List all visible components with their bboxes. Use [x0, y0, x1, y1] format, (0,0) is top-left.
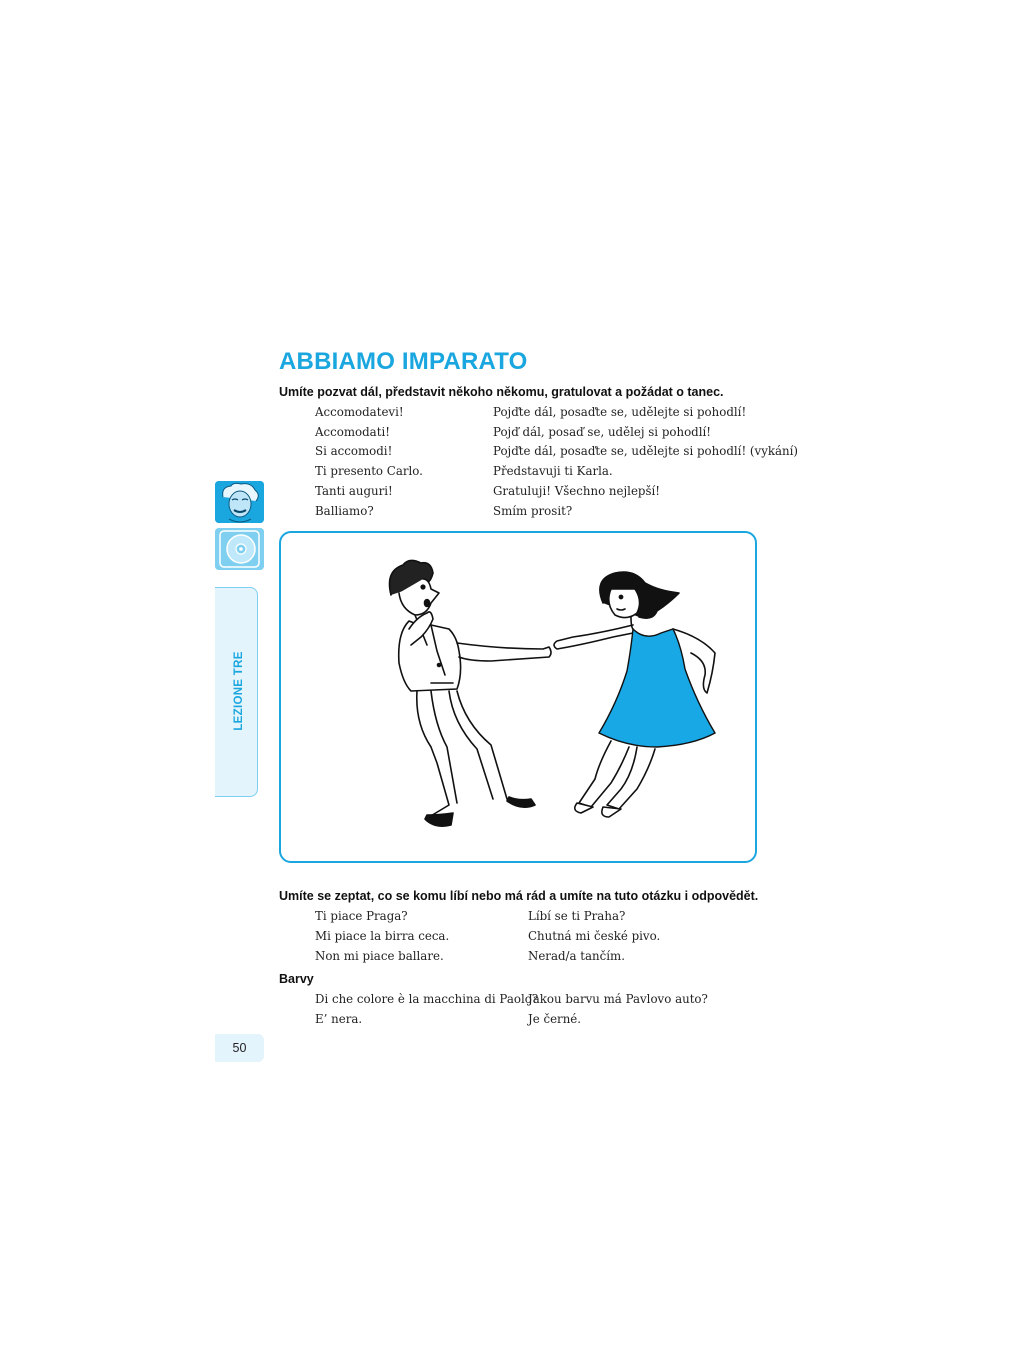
phrase-czech: Pojďte dál, posaďte se, udělejte si pohodlí! (vykání) [493, 444, 799, 458]
phrase-czech: Smím prosit? [493, 504, 573, 518]
phrase-italian: Tanti auguri! [315, 484, 393, 498]
phrase-czech: Gratuluji! Všechno nejlepší! [493, 484, 661, 498]
section-subtitle-invitations: Umíte pozvat dál, představit někoho někomu, gratulovat a požádat o tanec. [279, 385, 724, 399]
phrase-italian: Si accomodi! [315, 444, 393, 458]
page-number: 50 [215, 1034, 264, 1062]
phrase-italian: Mi piace la birra ceca. [315, 929, 450, 943]
phrase-italian: Accomodati! [315, 425, 390, 439]
phrase-italian: Balliamo? [315, 504, 374, 518]
einstein-portrait-icon [215, 481, 264, 523]
phrase-czech: Pojď dál, posaď se, udělej si pohodlí! [493, 425, 712, 439]
phrase-italian: E’ nera. [315, 1012, 363, 1026]
phrase-czech: Pojďte dál, posaďte se, udělejte si pohodlí! [493, 405, 747, 419]
phrase-czech: Je černé. [528, 1012, 582, 1026]
phrase-czech: Líbí se ti Praha? [528, 909, 626, 923]
phrase-italian: Ti piace Praga? [315, 909, 408, 923]
phrase-czech: Představuji ti Karla. [493, 464, 613, 478]
section-subtitle-likes: Umíte se zeptat, co se komu líbí nebo má rád a umíte na tuto otázku i odpovědět. [279, 889, 759, 903]
phrase-czech: Chutná mi české pivo. [528, 929, 661, 943]
dancing-couple-illustration [281, 533, 755, 861]
phrase-italian: Ti presento Carlo. [315, 464, 423, 478]
page-title: ABBIAMO IMPARATO [279, 348, 528, 375]
illustration-frame [279, 531, 757, 863]
phrase-italian: Non mi piace ballare. [315, 949, 444, 963]
lesson-side-label: LEZIONE TRE [233, 651, 245, 731]
phrase-czech: Jakou barvu má Pavlovo auto? [528, 992, 708, 1006]
phrase-czech: Nerad/a tančím. [528, 949, 625, 963]
phrase-italian: Di che colore è la macchina di Paolo? [315, 992, 539, 1006]
phrase-italian: Accomodatevi! [315, 405, 404, 419]
cd-disc-icon [215, 528, 264, 570]
section-subtitle-colors: Barvy [279, 972, 314, 986]
